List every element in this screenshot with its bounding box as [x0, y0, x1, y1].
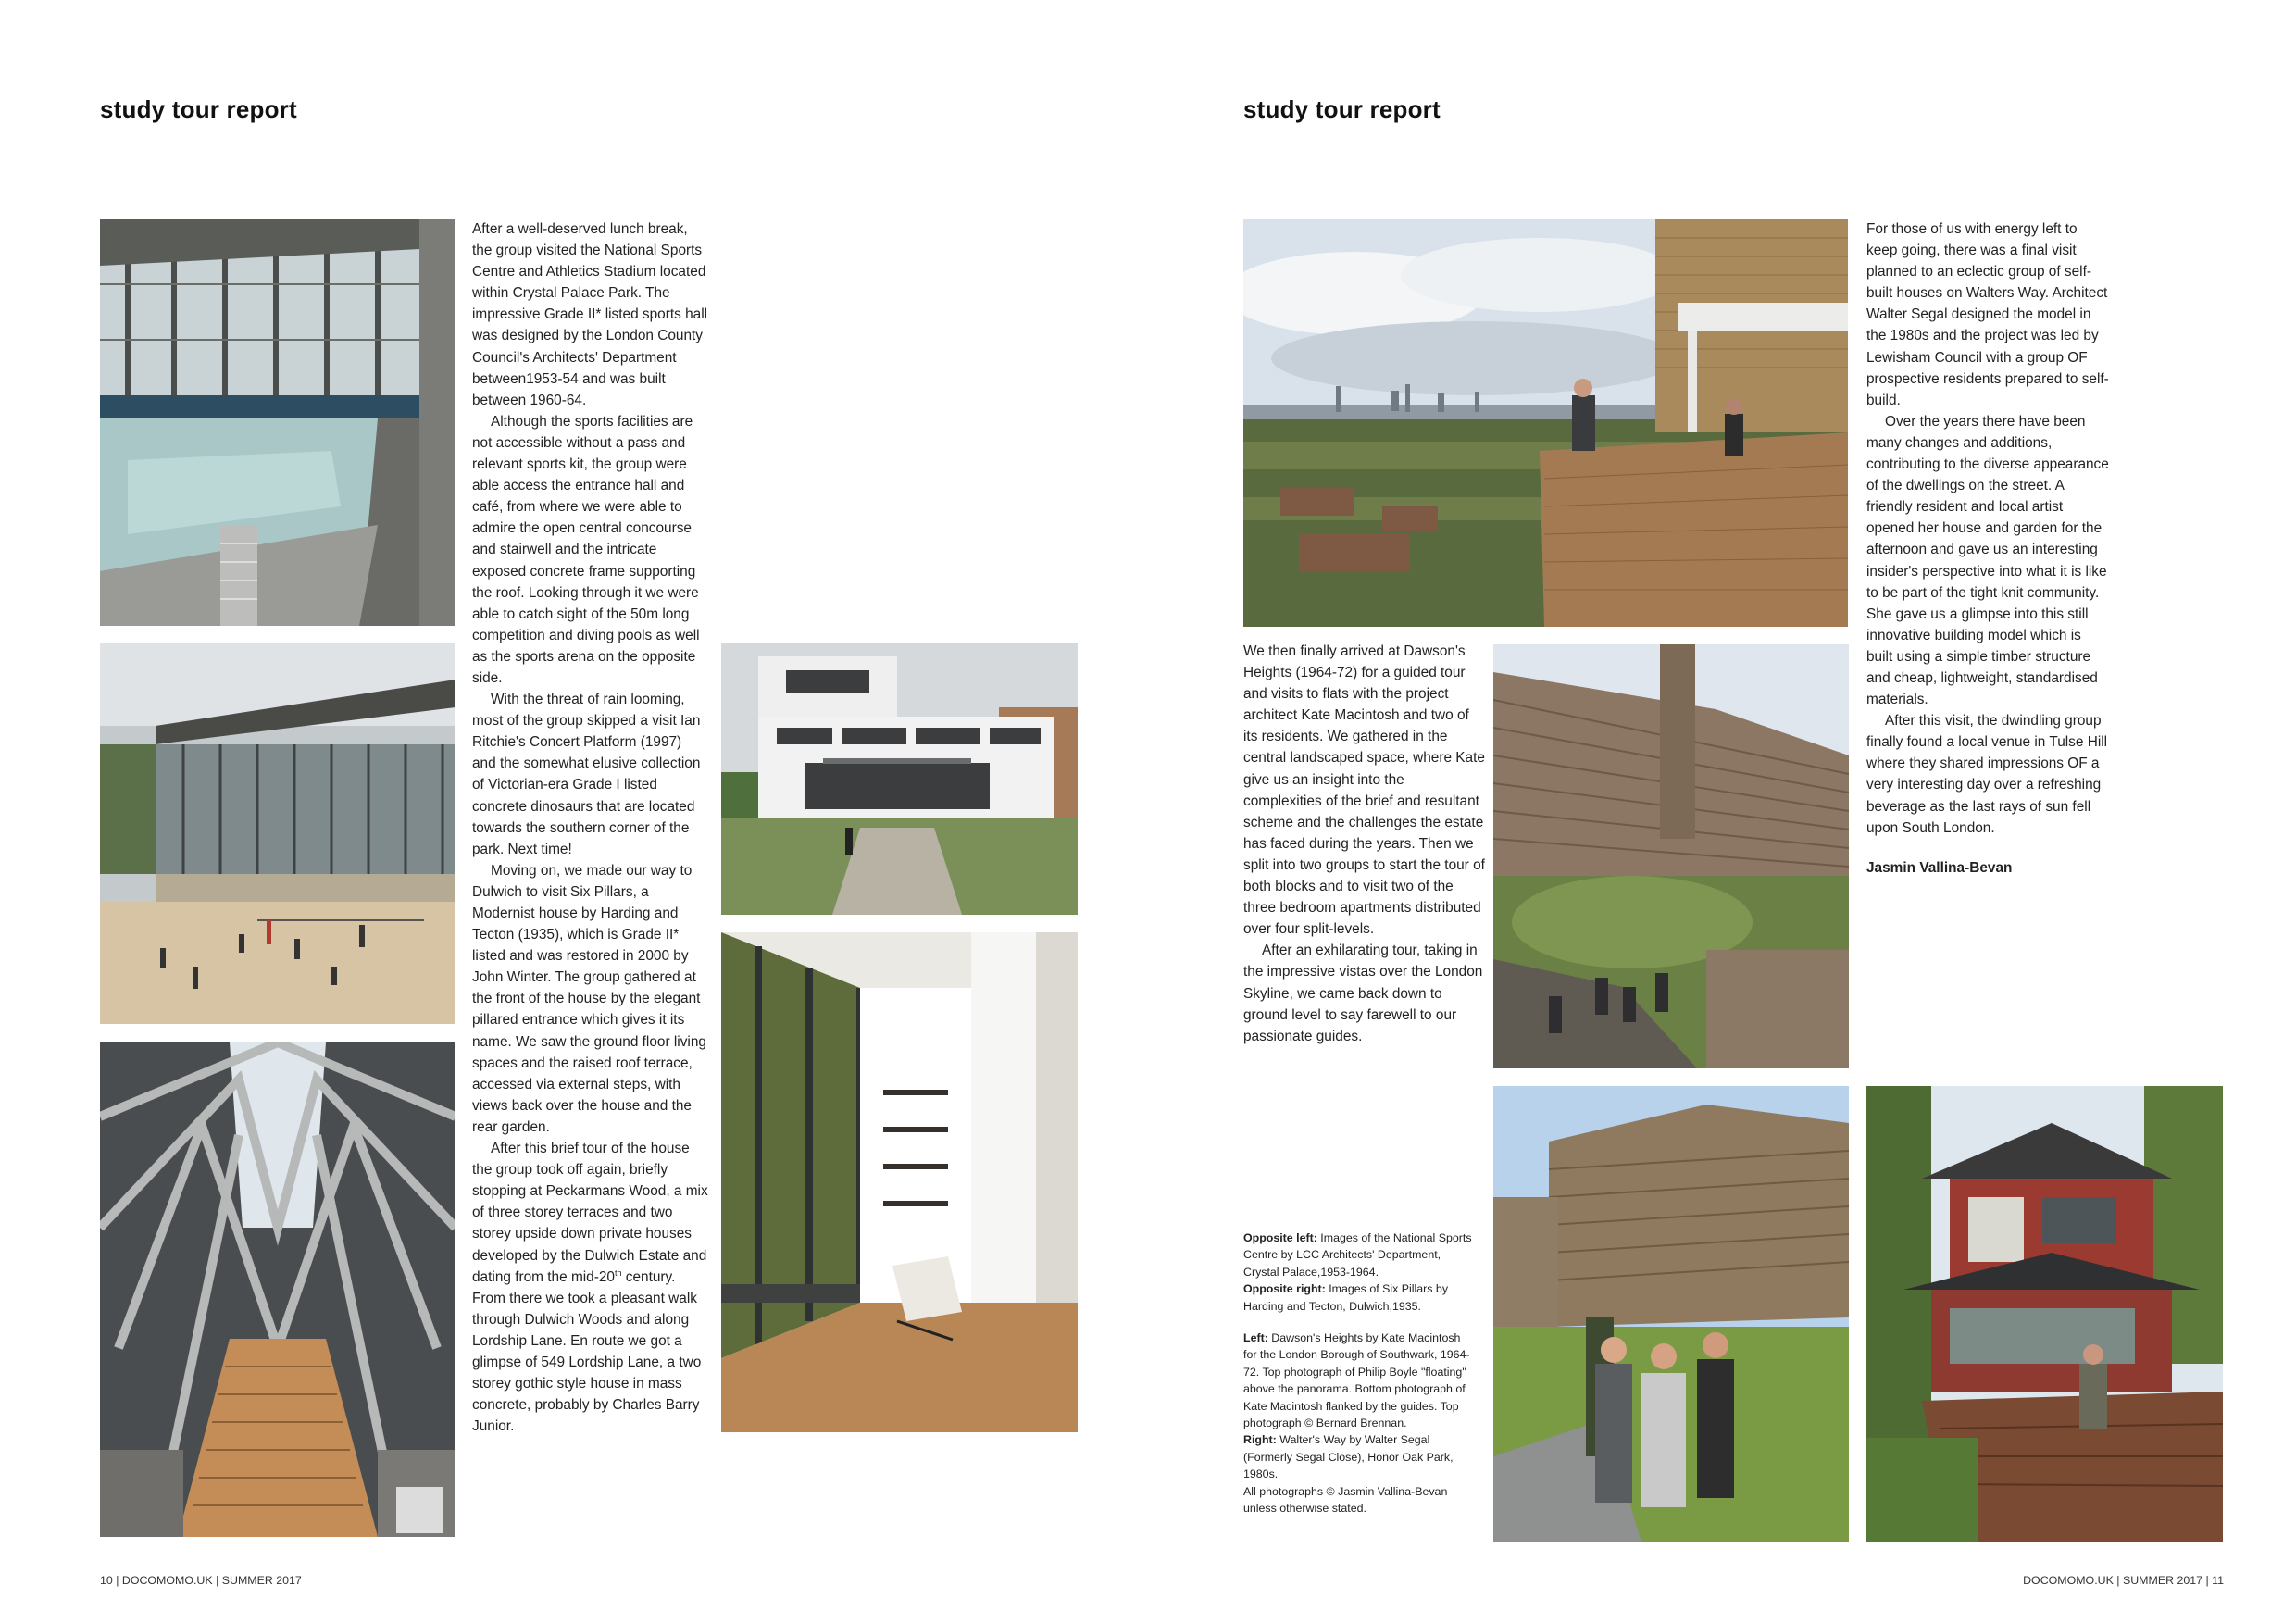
photo-six-pillars-interior	[721, 932, 1078, 1432]
caption-opposite-left	[1243, 1230, 1475, 1280]
left-page-body-text	[472, 218, 708, 1437]
left-para-3: With the threat of rain looming, most of the group skipped a visit Ian Ritchie's Concert Platform (1997) and the somewhat elusive collection of Victorian-era Grade I listed concrete dinosaurs that are located towards the southern corner of the park. Next time!	[472, 692, 701, 857]
photo-sports-centre-concourse	[100, 1042, 455, 1537]
left-para-5-sup: th	[614, 1267, 622, 1278]
photo-six-pillars-exterior	[721, 643, 1078, 915]
photo-sports-centre-pool	[100, 219, 455, 626]
photo-dawsons-heights-blocks	[1493, 644, 1849, 1068]
caption-opposite-right	[1243, 1280, 1475, 1315]
left-para-1: After a well-deserved lunch break, the group visited the National Sports Centre and Athletics Stadium located within Crystal Palace Park. The impressive Grade II* listed sports hall was designed by the London County Council's Architects' Department between1953-54 and was built between 1960-64.	[472, 221, 708, 408]
right-page-heading: study tour report	[1243, 95, 1441, 123]
author-name: Jasmin Vallina-Bevan	[1866, 859, 2013, 876]
caption-opposite-left-label: Opposite left:	[1243, 1231, 1317, 1244]
caption-opposite-right-label: Opposite right:	[1243, 1282, 1326, 1296]
left-page-heading: study tour report	[100, 95, 297, 123]
right-side-para-3: After this visit, the dwindling group finally found a local venue in Tulse Hill where they shared impressions OF a very interesting day over a refreshing beverage as the last rays of sun fell upon South London.	[1866, 713, 2108, 836]
left-para-4: Moving on, we made our way to Dulwich to visit Six Pillars, a Modernist house by Harding and Tecton (1935), which is Grade II* listed and was restored in 2000 by John Winter. The group gathered at the front of the house by the elegant pillared entrance which gives it its name. We saw the ground floor living spaces and the raised roof terrace, accessed via external steps, with views back over the house and the rear garden.	[472, 862, 706, 1135]
photo-captions	[1243, 1230, 1475, 1517]
caption-right-label: Right:	[1243, 1433, 1277, 1447]
photo-walters-way-house	[1866, 1086, 2223, 1542]
right-side-para-1: For those of us with energy left to keep going, there was a final visit planned to an eclectic group of self-built houses on Walters Way. Architect Walter Segal designed the model in the 1980s and the project was led by Lewisham Council with a group OF prospective residents prepared to self-build.	[1866, 221, 2109, 408]
right-mid-para-1: We then finally arrived at Dawson's Heights (1964-72) for a guided tour and visits to flats with the project architect Kate Macintosh and two of its residents. We gathered in the central landscaped space, where Kate give us an insight into the complexities of the brief and resultant scheme and the challenges the estate has faced during the years. Then we split into two groups to start the tour of both blocks and to visit two of the three bedroom apartments distributed over four split-levels.	[1243, 643, 1485, 938]
photo-sports-centre-exterior	[100, 643, 455, 1024]
left-para-5	[472, 1138, 708, 1437]
left-para-5-a: After this brief tour of the house the group took off again, briefly stopping at Peckarmans Wood, a mix of three storey terraces and two storey upside down private houses developed by the Dulwich Estate and dating from the mid-20	[472, 1141, 708, 1285]
caption-right-text: Walter's Way by Walter Segal (Formerly Segal Close), Honor Oak Park, 1980s.	[1243, 1433, 1454, 1481]
right-page-side-text	[1866, 218, 2109, 879]
caption-right	[1243, 1431, 1475, 1482]
right-mid-para-2: After an exhilarating tour, taking in the impressive vistas over the London Skyline, we came back down to ground level to say farewell to our passionate guides.	[1243, 943, 1483, 1044]
caption-credit: All photographs © Jasmin Vallina-Bevan unless otherwise stated.	[1243, 1484, 1448, 1516]
right-page-folio: DOCOMOMO.UK | SUMMER 2017 | 11	[2023, 1574, 2224, 1587]
caption-opposite-left-text: Images of the National Sports Centre by LCC Architects' Department, Crystal Palace,1953-1964.	[1243, 1231, 1472, 1279]
left-para-5-b: century. From there we took a pleasant walk through Dulwich Woods and along Lordship Lane. En route we got a glimpse of 549 Lordship Lane, a two storey gothic style house in mass concrete, probably by Charles Barry Junior.	[472, 1268, 702, 1435]
caption-left-text: Dawson's Heights by Kate Macintosh for the London Borough of Southwark, 1964-72. Top photograph of Philip Boyle "floating" above the panorama. Bottom photograph of Kate Macintosh flanked by the guides. Top photograph © Bernard Brennan.	[1243, 1331, 1470, 1430]
caption-left	[1243, 1330, 1475, 1431]
left-page-folio: 10 | DOCOMOMO.UK | SUMMER 2017	[100, 1574, 302, 1587]
right-page-middle-text	[1243, 641, 1486, 1047]
caption-left-label: Left:	[1243, 1331, 1268, 1345]
photo-kate-macintosh-guides	[1493, 1086, 1849, 1542]
right-side-para-2: Over the years there have been many changes and additions, contributing to the diverse appearance of the dwellings on the street. A friendly resident and local artist opened her house and garden for the afternoon and gave us an interesting insider's perspective into what it is like to be part of the tight knit community. She gave us a glimpse into this still innovative building model which is built using a simple timber structure and cheap, lightweight, standardised materials.	[1866, 413, 2109, 708]
photo-dawsons-heights-panorama	[1243, 219, 1848, 627]
left-para-2: Although the sports facilities are not accessible without a pass and relevant sports kit, the group were able access the entrance hall and café, from where we were able to admire the open central concourse and stairwell and the intricate exposed concrete frame supporting the roof. Looking through it we were able to catch sight of the 50m long competition and diving pools as well as the sports arena on the opposite side.	[472, 413, 700, 686]
caption-opposite-right-text: Images of Six Pillars by Harding and Tecton, Dulwich,1935.	[1243, 1282, 1449, 1313]
